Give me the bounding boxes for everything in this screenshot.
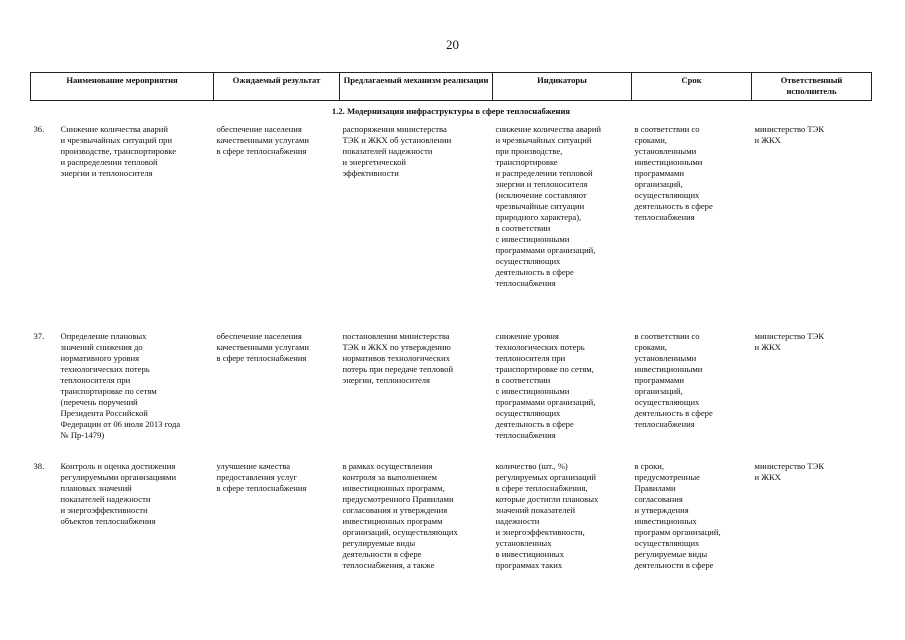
name-cell	[31, 459, 214, 571]
section-row	[31, 101, 872, 123]
header-deadline: Срок	[632, 73, 752, 101]
deadline-cell: в соответствии со сроками, установленными инвестиционными программами организаций, осуществляющих деятельность в сфере теплоснабжения	[634, 124, 713, 222]
measure-name: Снижение количества аварий и чрезвычайных ситуаций при производстве, транспортировке и распределении тепловой энергии и теплоносителя	[60, 124, 177, 178]
responsible-cell: министерство ТЭК и ЖКХ	[754, 331, 825, 352]
header-mechanism: Предлагаемый механизм реализации	[340, 73, 493, 101]
indicators-cell: снижение количества аварий и чрезвычайных ситуаций при производстве, транспортировке и распределении тепловой энергии и теплоносителя (исключение составляют чрезвычайные ситуации природного характера), в соответствии с инвестиционными программами организаций, осуществляющих деятельность в сфере теплоснабжения	[495, 124, 602, 288]
name-cell	[31, 122, 214, 329]
result-cell: улучшение качества предоставления услуг в сфере теплоснабжения	[216, 461, 307, 493]
measure-name: Контроль и оценка достижения регулируемыми организациями плановых значений показателей надежности и энергоэффективности объектов теплоснабжения	[60, 461, 177, 526]
header-result: Ожидаемый результат	[214, 73, 340, 101]
measure-name: Определение плановых значений снижения до нормативного уровня технологических потерь теплоносителя при транспортировке по сетям (перечень поручений Президента Российской Федерации от 06 июля 2013 года № Пр-1479)	[60, 331, 181, 440]
mechanism-cell: распоряжения министерства ТЭК и ЖКХ об установлении показателей надежности и энергетической эффективности	[342, 124, 452, 178]
mechanism-cell: постановления министерства ТЭК и ЖКХ по утверждению нормативов технологических потерь при передаче тепловой энергии, теплоносителя	[342, 331, 454, 385]
header-indicators: Индикаторы	[493, 73, 632, 101]
table-header-row	[31, 73, 872, 101]
row-number: 36.	[33, 124, 45, 134]
header-name: Наименование мероприятия	[31, 73, 214, 101]
indicators-cell: снижение уровня технологических потерь теплоносителя при транспортировке по сетям, в соответствии с инвестиционными программами организаций, осуществляющих деятельность в сфере теплоснабжения	[495, 331, 596, 440]
row-number: 37.	[33, 331, 45, 341]
responsible-cell: министерство ТЭК и ЖКХ	[754, 461, 825, 482]
row-number: 38.	[33, 461, 45, 471]
table-row	[31, 329, 872, 459]
measures-table	[30, 72, 872, 571]
table-row	[31, 459, 872, 571]
result-cell: обеспечение населения качественными услугами в сфере теплоснабжения	[216, 124, 309, 156]
section-title: 1.2. Модернизация инфраструктуры в сфере теплоснабжения	[331, 106, 571, 116]
page-number: 20	[446, 37, 459, 52]
header-responsible: Ответственный исполнитель	[752, 73, 872, 101]
table-row	[31, 122, 872, 329]
mechanism-cell: в рамках осуществления контроля за выполнением инвестиционных программ, предусмотренного Правилами согласования и утверждения инвестиционных программ организаций, осуществляющих регулируемые виды деятельности в сфере теплоснабжения, а также	[342, 461, 458, 570]
name-cell	[31, 329, 214, 459]
deadline-cell: в соответствии со сроками, установленными инвестиционными программами организаций, осуществляющих деятельность в сфере теплоснабжения	[634, 331, 713, 429]
indicators-cell: количество (шт., %) регулируемых организаций в сфере теплоснабжения, которые достигли плановых значений показателей надежности и энергоэффективности, установленных в инвестиционных программах таких	[495, 461, 599, 570]
result-cell: обеспечение населения качественными услугами в сфере теплоснабжения	[216, 331, 309, 363]
deadline-cell: в сроки, предусмотренные Правилами согласования и утверждения инвестиционных программ организаций, осуществляющих регулируемые виды деятельности в сфере	[634, 461, 721, 570]
responsible-cell: министерство ТЭК и ЖКХ	[754, 124, 825, 145]
